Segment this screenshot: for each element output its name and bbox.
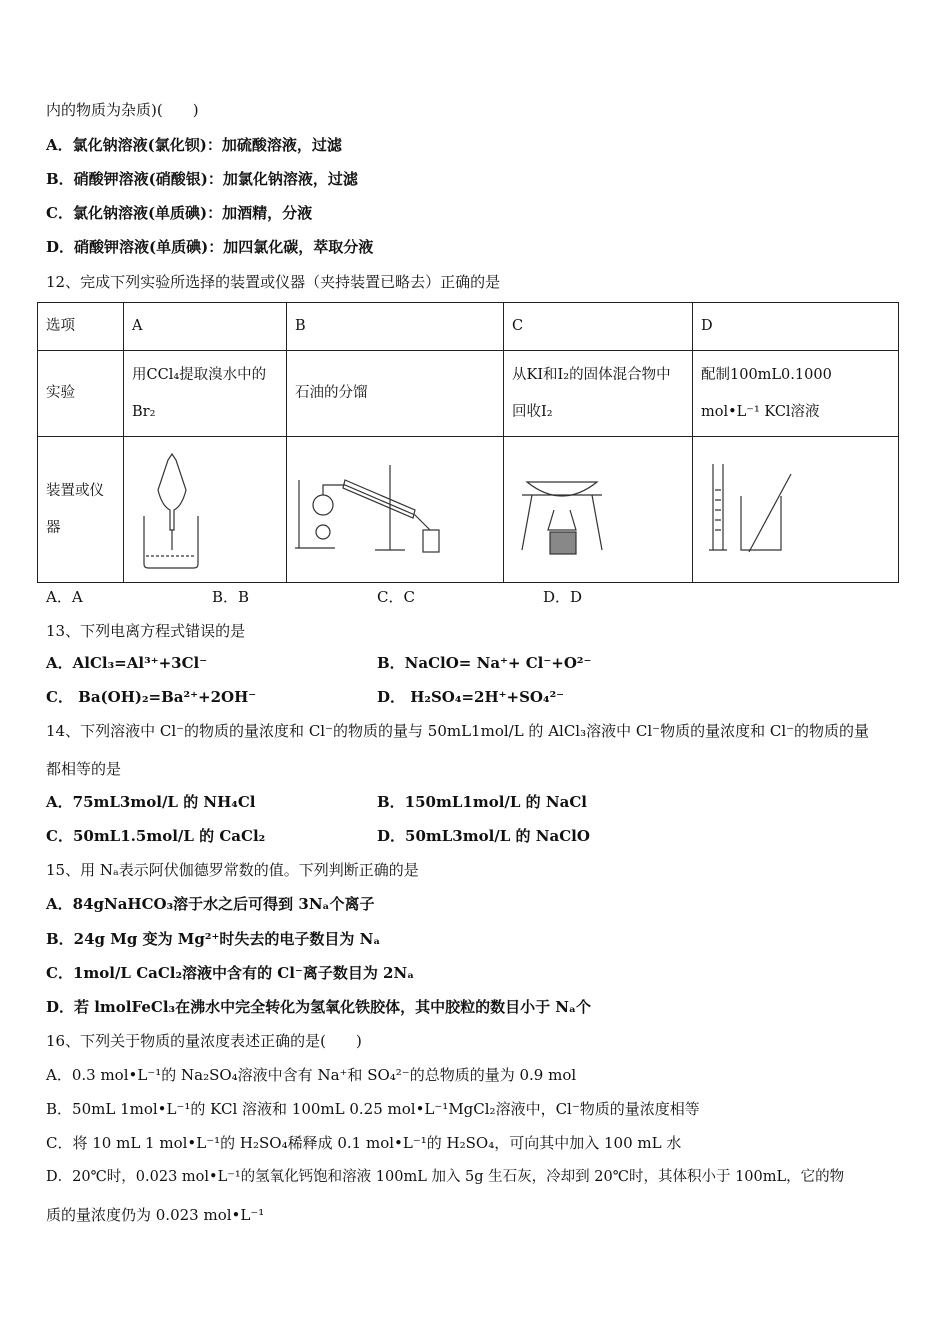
col-a: A xyxy=(124,303,287,351)
row-header-apparatus: 装置或仪器 xyxy=(38,437,124,583)
q16-option-b: B．50mL 1mol•L⁻¹的 KCl 溶液和 100mL 0.25 mol•L⁻¹MgCl₂溶液中，Cl⁻物质的量浓度相等 xyxy=(46,1100,700,1118)
experiment-a: 用CCl₄提取溴水中的Br₂ xyxy=(124,351,287,437)
q15-option-b: B．24g Mg 变为 Mg²⁺时失去的电子数目为 Nₐ xyxy=(46,930,381,948)
row-header-experiment: 实验 xyxy=(38,351,124,437)
q15-stem: 15、用 Nₐ表示阿伏伽德罗常数的值。下列判断正确的是 xyxy=(46,861,419,879)
q16-option-d: D．20℃时，0.023 mol•L⁻¹的氢氧化钙饱和溶液 100mL 加入 5g 生石灰，冷却到 20℃时，其体积小于 100mL，它的物 xyxy=(46,1169,845,1185)
q14-stem-cont: 都相等的是 xyxy=(46,760,122,778)
col-d: D xyxy=(693,303,899,351)
apparatus-b xyxy=(287,437,504,583)
q12-answer-b: B．B xyxy=(212,588,250,606)
apparatus-c xyxy=(504,437,693,583)
q13-option-b: B．NaClO= Na⁺+ Cl⁻+O²⁻ xyxy=(377,654,592,672)
q14-stem: 14、下列溶液中 Cl⁻的物质的量浓度和 Cl⁻的物质的量与 50mL1mol/L 的 AlCl₃溶液中 Cl⁻物质的量浓度和 Cl⁻的物质的量 xyxy=(46,722,870,740)
q15-option-a: A．84gNaHCO₃溶于水之后可得到 3Nₐ个离子 xyxy=(46,895,375,913)
q14-option-a: A．75mL3mol/L 的 NH₄Cl xyxy=(46,793,256,811)
col-c: C xyxy=(504,303,693,351)
q11-option-a: A．氯化钠溶液(氯化钡)：加硫酸溶液，过滤 xyxy=(46,136,342,154)
q14-option-b: B．150mL1mol/L 的 NaCl xyxy=(377,793,587,811)
q15-option-c: C．1mol/L CaCl₂溶液中含有的 Cl⁻离子数目为 2Nₐ xyxy=(46,964,415,982)
q13-stem: 13、下列电离方程式错误的是 xyxy=(46,622,246,640)
q11-stem: 内的物质为杂质)( ) xyxy=(46,101,199,119)
evaporating-dish-tripod-icon xyxy=(512,460,612,560)
q12-stem: 12、完成下列实验所选择的装置或仪器（夹持装置已略去）正确的是 xyxy=(46,273,501,291)
q11-option-c: C．氯化钠溶液(单质碘)：加酒精，分液 xyxy=(46,204,313,222)
q13-option-a: A．AlCl₃=Al³⁺+3Cl⁻ xyxy=(46,654,208,672)
apparatus-a xyxy=(124,437,287,583)
q11-option-d: D．硝酸钾溶液(单质碘)：加四氯化碳，萃取分液 xyxy=(46,238,374,256)
experiment-b: 石油的分馏 xyxy=(287,351,504,437)
q11-option-b: B．硝酸钾溶液(硝酸银)：加氯化钠溶液，过滤 xyxy=(46,170,358,188)
q15-option-d: D．若 lmolFeCl₃在沸水中完全转化为氢氧化铁胶体，其中胶粒的数目小于 Nₐ个 xyxy=(46,998,592,1016)
apparatus-d xyxy=(693,437,899,583)
q13-option-c: C． Ba(OH)₂=Ba²⁺+2OH⁻ xyxy=(46,688,257,706)
col-b: B xyxy=(287,303,504,351)
q12-answer-d: D．D xyxy=(543,588,583,606)
graduated-cylinder-beaker-icon xyxy=(701,460,801,560)
q12-table xyxy=(37,302,899,583)
q12-answer-c: C．C xyxy=(377,588,415,606)
experiment-c: 从KI和I₂的固体混合物中回收I₂ xyxy=(504,351,693,437)
row-header-option: 选项 xyxy=(38,303,124,351)
q14-option-d: D．50mL3mol/L 的 NaClO xyxy=(377,827,590,845)
q16-stem: 16、下列关于物质的量浓度表述正确的是( ) xyxy=(46,1032,362,1050)
q16-option-a: A．0.3 mol•L⁻¹的 Na₂SO₄溶液中含有 Na⁺和 SO₄²⁻的总物质的量为 0.9 mol xyxy=(46,1066,577,1084)
separatory-funnel-icon xyxy=(132,450,212,570)
experiment-d: 配制100mL0.1000 mol•L⁻¹ KCl溶液 xyxy=(693,351,899,437)
distillation-apparatus-icon xyxy=(295,460,455,560)
q16-option-d-cont: 质的量浓度仍为 0.023 mol•L⁻¹ xyxy=(46,1206,265,1224)
q12-answer-a: A．A xyxy=(46,588,83,606)
q16-option-c: C．将 10 mL 1 mol•L⁻¹的 H₂SO₄稀释成 0.1 mol•L⁻¹的 H₂SO₄，可向其中加入 100 mL 水 xyxy=(46,1134,682,1152)
q14-option-c: C．50mL1.5mol/L 的 CaCl₂ xyxy=(46,827,266,845)
q13-option-d: D． H₂SO₄=2H⁺+SO₄²⁻ xyxy=(377,688,565,706)
